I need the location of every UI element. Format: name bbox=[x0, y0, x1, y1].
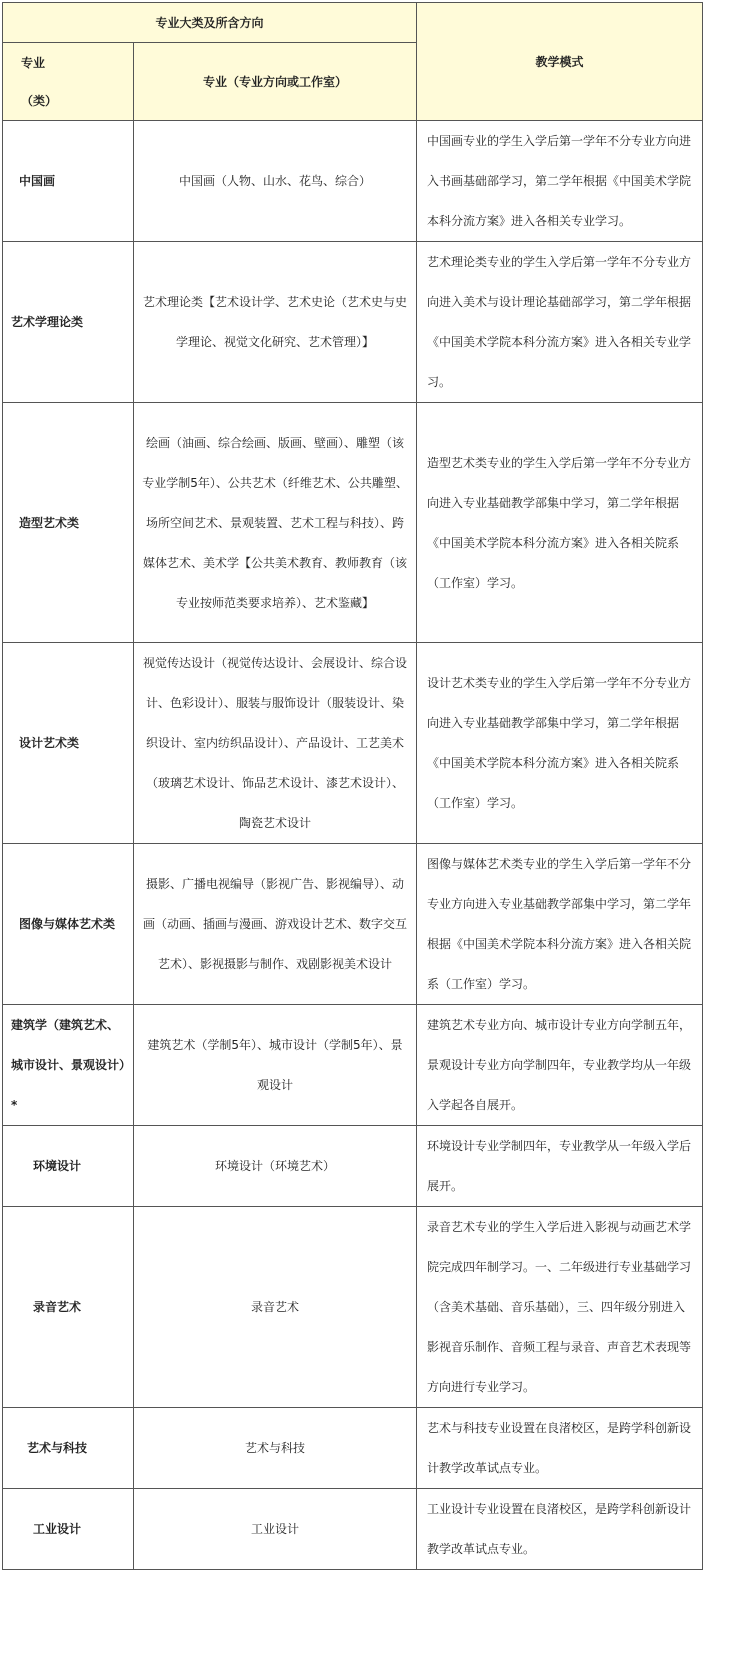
mode-cell: 造型艺术类专业的学生入学后第一学年不分专业方向进入专业基础教学部集中学习，第二学年根据《中国美术学院本科分流方案》进入各相关院系（工作室）学习。 bbox=[417, 403, 703, 643]
direction-cell: 艺术理论类【艺术设计学、艺术史论（艺术史与史学理论、视觉文化研究、艺术管理）】 bbox=[134, 242, 417, 403]
direction-cell: 录音艺术 bbox=[134, 1207, 417, 1408]
major-cell: 建筑学（建筑艺术、城市设计、景观设计）* bbox=[3, 1005, 134, 1126]
table-row bbox=[3, 242, 703, 403]
direction-cell: 建筑艺术（学制5年）、城市设计（学制5年）、景观设计 bbox=[134, 1005, 417, 1126]
major-cell: 录音艺术 bbox=[3, 1207, 134, 1408]
table-row bbox=[3, 121, 703, 242]
major-header-line2: （类） bbox=[21, 93, 58, 108]
table-header-row bbox=[3, 3, 703, 43]
major-cell: 工业设计 bbox=[3, 1489, 134, 1570]
mode-cell: 艺术理论类专业的学生入学后第一学年不分专业方向进入美术与设计理论基础部学习，第二学年根据《中国美术学院本科分流方案》进入各相关专业学习。 bbox=[417, 242, 703, 403]
mode-cell: 建筑艺术专业方向、城市设计专业方向学制五年，景观设计专业方向学制四年，专业教学均从一年级入学起各自展开。 bbox=[417, 1005, 703, 1126]
table-row bbox=[3, 403, 703, 643]
mode-cell: 图像与媒体艺术类专业的学生入学后第一学年不分专业方向进入专业基础教学部集中学习，第二学年根据《中国美术学院本科分流方案》进入各相关院系（工作室）学习。 bbox=[417, 844, 703, 1005]
mode-cell: 工业设计专业设置在良渚校区，是跨学科创新设计教学改革试点专业。 bbox=[417, 1489, 703, 1570]
table-row bbox=[3, 1005, 703, 1126]
table-row bbox=[3, 844, 703, 1005]
table-row bbox=[3, 643, 703, 844]
table-row bbox=[3, 1489, 703, 1570]
direction-cell: 绘画（油画、综合绘画、版画、壁画）、雕塑（该专业学制5年）、公共艺术（纤维艺术、公共雕塑、场所空间艺术、景观装置、艺术工程与科技）、跨媒体艺术、美术学【公共美术教育、教师教育（该专业按师范类要求培养）、艺术鉴藏】 bbox=[134, 403, 417, 643]
direction-cell: 环境设计（环境艺术） bbox=[134, 1126, 417, 1207]
direction-header: 专业（专业方向或工作室） bbox=[134, 43, 417, 121]
majors-table bbox=[2, 2, 703, 1570]
major-cell: 图像与媒体艺术类 bbox=[3, 844, 134, 1005]
major-cell: 造型艺术类 bbox=[3, 403, 134, 643]
major-cell: 环境设计 bbox=[3, 1126, 134, 1207]
major-cell: 艺术学理论类 bbox=[3, 242, 134, 403]
direction-cell: 中国画（人物、山水、花鸟、综合） bbox=[134, 121, 417, 242]
direction-cell: 摄影、广播电视编导（影视广告、影视编导）、动画（动画、插画与漫画、游戏设计艺术、数字交互艺术）、影视摄影与制作、戏剧影视美术设计 bbox=[134, 844, 417, 1005]
table-row bbox=[3, 1408, 703, 1489]
direction-cell: 艺术与科技 bbox=[134, 1408, 417, 1489]
major-header-line1: 专业 bbox=[21, 55, 46, 70]
category-group-header: 专业大类及所含方向 bbox=[3, 3, 417, 43]
mode-cell: 艺术与科技专业设置在良渚校区，是跨学科创新设计教学改革试点专业。 bbox=[417, 1408, 703, 1489]
major-cell: 中国画 bbox=[3, 121, 134, 242]
table-row bbox=[3, 1207, 703, 1408]
teaching-mode-header: 教学模式 bbox=[417, 3, 703, 121]
mode-cell: 环境设计专业学制四年，专业教学从一年级入学后展开。 bbox=[417, 1126, 703, 1207]
table-row bbox=[3, 1126, 703, 1207]
mode-cell: 录音艺术专业的学生入学后进入影视与动画艺术学院完成四年制学习。一、二年级进行专业基础学习（含美术基础、音乐基础），三、四年级分别进入影视音乐制作、音频工程与录音、声音艺术表现等方向进行专业学习。 bbox=[417, 1207, 703, 1408]
major-category-header bbox=[3, 43, 134, 121]
major-cell: 艺术与科技 bbox=[3, 1408, 134, 1489]
direction-cell: 视觉传达设计（视觉传达设计、会展设计、综合设计、色彩设计）、服装与服饰设计（服装设计、染织设计、室内纺织品设计）、产品设计、工艺美术（玻璃艺术设计、饰品艺术设计、漆艺术设计）、陶瓷艺术设计 bbox=[134, 643, 417, 844]
major-cell: 设计艺术类 bbox=[3, 643, 134, 844]
direction-cell: 工业设计 bbox=[134, 1489, 417, 1570]
mode-cell: 设计艺术类专业的学生入学后第一学年不分专业方向进入专业基础教学部集中学习，第二学年根据《中国美术学院本科分流方案》进入各相关院系（工作室）学习。 bbox=[417, 643, 703, 844]
mode-cell: 中国画专业的学生入学后第一学年不分专业方向进入书画基础部学习，第二学年根据《中国美术学院本科分流方案》进入各相关专业学习。 bbox=[417, 121, 703, 242]
